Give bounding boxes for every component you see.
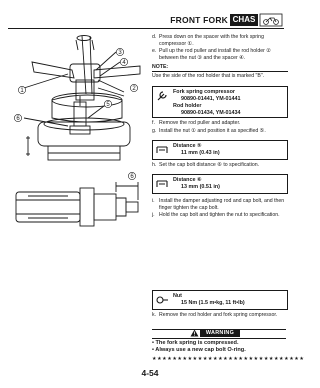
distance-value-2: 13 mm (0.51 in) bbox=[181, 184, 220, 190]
step-g bbox=[152, 128, 288, 135]
wrench-icon bbox=[155, 89, 169, 103]
distance-box-1 bbox=[152, 140, 288, 160]
page-number: 4-54 bbox=[141, 368, 159, 378]
callout-1: 1 bbox=[20, 88, 24, 94]
callout-5: 5 bbox=[106, 102, 110, 108]
step-text: Install the damper adjusting rod and cap bolt, and then finger tighten the cap bolt. bbox=[159, 198, 285, 211]
callout-2: 2 bbox=[132, 86, 136, 92]
step-e bbox=[152, 48, 288, 61]
step-key: k. bbox=[152, 312, 157, 318]
chas-badge: CHAS bbox=[230, 14, 258, 26]
cap-bolt-illustration bbox=[12, 170, 144, 248]
step-text: Pull up the rod puller and install the rod holder ② between the nut ③ and the spacer ④. bbox=[159, 48, 271, 61]
special-tools-box bbox=[152, 86, 288, 118]
distance-box-2 bbox=[152, 174, 288, 194]
step-j bbox=[152, 212, 288, 219]
tool-name-1: Fork spring compressor bbox=[173, 89, 236, 95]
tool-part-2: 90890-01434, YM-01434 bbox=[181, 110, 241, 116]
warning-bullets bbox=[152, 340, 288, 354]
warning-banner bbox=[152, 329, 286, 339]
distance-label-1: Distance ⑤ bbox=[173, 143, 202, 149]
step-text: Set the cap bolt distance ⑥ to specification. bbox=[159, 162, 260, 168]
page-header bbox=[8, 14, 284, 29]
note-heading: NOTE: bbox=[152, 64, 288, 72]
caliper-icon bbox=[155, 143, 169, 157]
warning-bullet: • The fork spring is compressed. bbox=[152, 340, 239, 346]
step-key: g. bbox=[152, 128, 157, 134]
section-end-divider: ★★★★★★★★★★★★★★★★★★★★★★★★★★★★★★ bbox=[152, 356, 305, 362]
step-text: Hold the cap bolt and tighten the nut to specification. bbox=[159, 212, 280, 218]
step-key: f. bbox=[152, 120, 155, 126]
step-text: Press down on the spacer with the fork spring compressor ①. bbox=[159, 34, 264, 47]
callout-4: 4 bbox=[122, 60, 126, 66]
callout-6-bottom: 6 bbox=[130, 174, 134, 180]
torque-wrench-icon bbox=[155, 293, 169, 307]
step-k bbox=[152, 312, 288, 319]
step-text: Remove the rod holder and fork spring compressor. bbox=[159, 312, 278, 318]
section-title: FRONT FORK bbox=[170, 15, 228, 25]
step-text: Remove the rod puller and adapter. bbox=[159, 120, 241, 126]
step-f bbox=[152, 120, 288, 127]
step-key: e. bbox=[152, 48, 157, 54]
distance-label-2: Distance ⑥ bbox=[173, 177, 202, 183]
distance-value-1: 11 mm (0.43 in) bbox=[181, 150, 220, 156]
step-i bbox=[152, 198, 288, 211]
step-h bbox=[152, 162, 288, 169]
note-text: Use the side of the rod holder that is marked "B". bbox=[152, 73, 265, 79]
tool-part-1: 90890-01441, YM-01441 bbox=[181, 96, 241, 102]
fork-tube-illustration bbox=[8, 96, 144, 166]
callout-6: 6 bbox=[16, 116, 20, 122]
tool-name-2: Rod holder bbox=[173, 103, 202, 109]
torque-label: Nut bbox=[173, 293, 182, 299]
torque-box bbox=[152, 290, 288, 310]
warning-bullet: • Always use a new cap bolt O-ring. bbox=[152, 347, 246, 353]
step-text: Install the nut ① and position it as specified ⑤. bbox=[159, 128, 266, 134]
warning-label: WARNING bbox=[200, 329, 240, 337]
caliper-icon bbox=[155, 177, 169, 191]
torque-value: 15 Nm (1.5 m•kg, 11 ft•lb) bbox=[181, 300, 245, 306]
warning-triangle-icon bbox=[190, 329, 199, 337]
step-key: h. bbox=[152, 162, 157, 168]
step-key: j. bbox=[152, 212, 155, 218]
step-key: d. bbox=[152, 34, 157, 40]
step-d bbox=[152, 34, 288, 47]
motorcycle-icon bbox=[260, 14, 282, 26]
callout-3: 3 bbox=[118, 50, 122, 56]
step-key: i. bbox=[152, 198, 155, 204]
